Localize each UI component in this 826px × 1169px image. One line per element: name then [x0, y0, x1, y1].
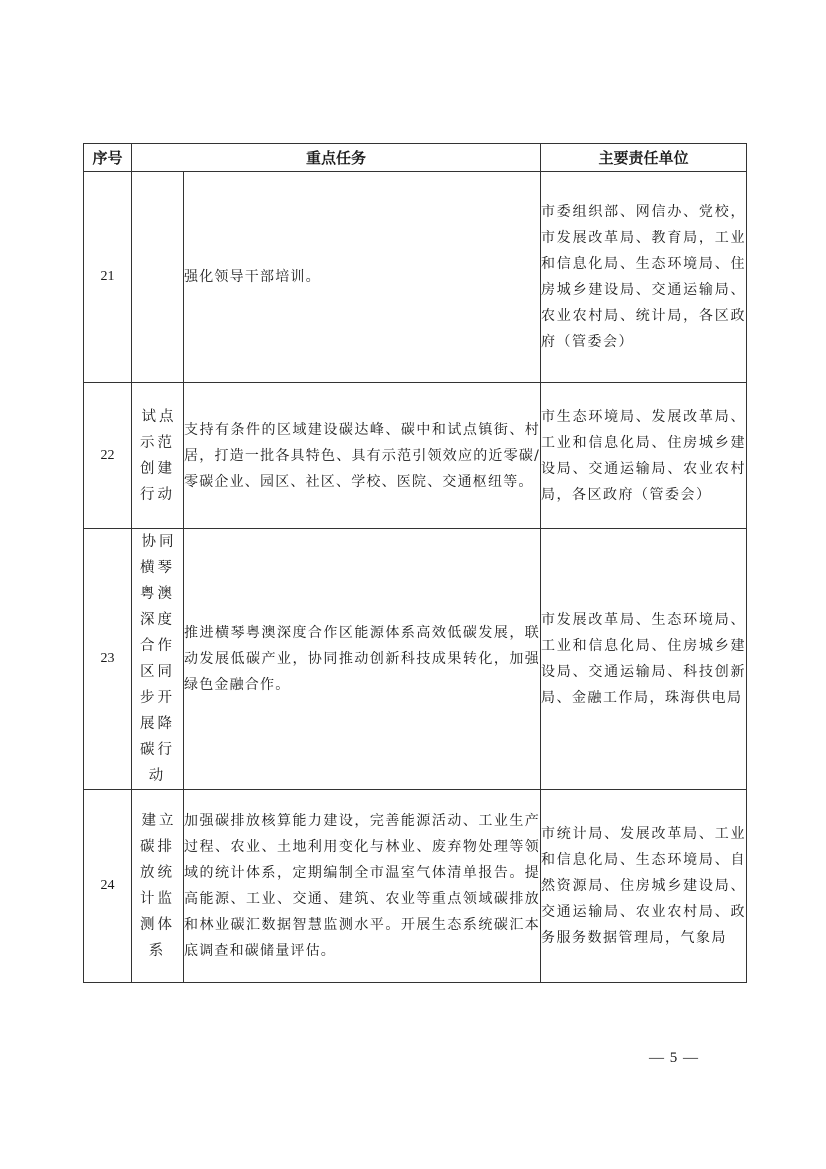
table-row: [84, 790, 747, 983]
task-table: [83, 143, 747, 983]
row-unit: 市发展改革局、生态环境局、工业和信息化局、住房城乡建设局、交通运输局、科技创新局、金融工作局，珠海供电局: [541, 529, 747, 790]
row-index: 22: [84, 383, 132, 529]
row-unit: 市生态环境局、发展改革局、工业和信息化局、住房城乡建设局、交通运输局、农业农村局，各区政府（管委会）: [541, 383, 747, 529]
row-index: 21: [84, 172, 132, 383]
row-category: 试点示范创建行动: [132, 383, 184, 529]
table-row: [84, 529, 747, 790]
header-task: 重点任务: [132, 144, 541, 172]
row-category: 协同横琴粤澳深度合作区同步开展降碳行动: [132, 529, 184, 790]
page-number: — 5 —: [649, 1050, 699, 1066]
row-task: 强化领导干部培训。: [184, 172, 541, 383]
row-unit: 市统计局、发展改革局、工业和信息化局、生态环境局、自然资源局、住房城乡建设局、交通运输局、农业农村局、政务服务数据管理局，气象局: [541, 790, 747, 983]
row-category: 建立碳排放统计监测体系: [132, 790, 184, 983]
row-index: 24: [84, 790, 132, 983]
table-row: [84, 383, 747, 529]
table-header-row: [84, 144, 747, 172]
row-index: 23: [84, 529, 132, 790]
row-category: [132, 172, 184, 383]
table-row: [84, 172, 747, 383]
row-task: 支持有条件的区域建设碳达峰、碳中和试点镇街、村居，打造一批各具特色、具有示范引领效应的近零碳/零碳企业、园区、社区、学校、医院、交通枢纽等。: [184, 383, 541, 529]
row-unit: 市委组织部、网信办、党校，市发展改革局、教育局，工业和信息化局、生态环境局、住房城乡建设局、交通运输局、农业农村局、统计局，各区政府（管委会）: [541, 172, 747, 383]
row-task: 加强碳排放核算能力建设，完善能源活动、工业生产过程、农业、土地利用变化与林业、废弃物处理等领域的统计体系，定期编制全市温室气体清单报告。提高能源、工业、交通、建筑、农业等重点领域碳排放和林业碳汇数据智慧监测水平。开展生态系统碳汇本底调查和碳储量评估。: [184, 790, 541, 983]
header-unit: 主要责任单位: [541, 144, 747, 172]
header-index: 序号: [84, 144, 132, 172]
row-task: 推进横琴粤澳深度合作区能源体系高效低碳发展，联动发展低碳产业，协同推动创新科技成果转化，加强绿色金融合作。: [184, 529, 541, 790]
